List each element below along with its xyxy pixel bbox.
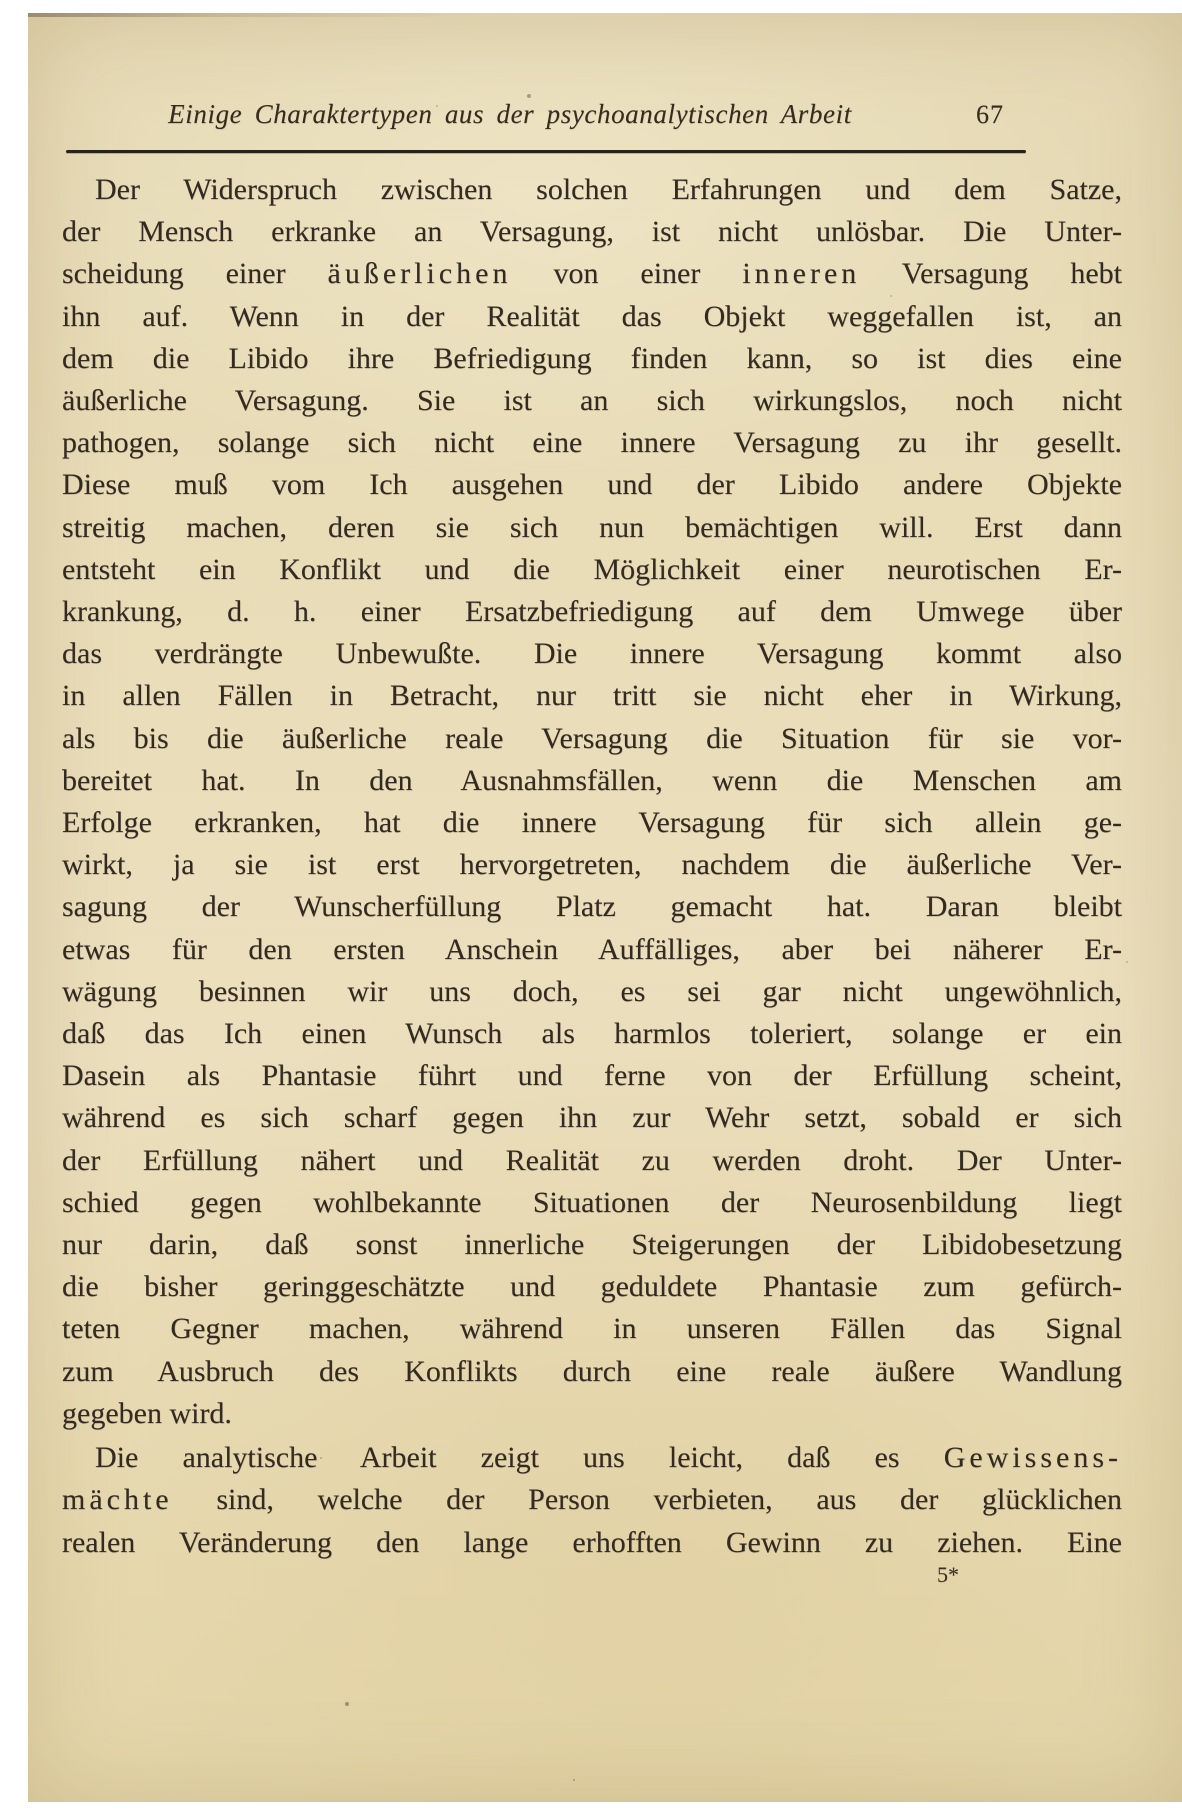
text-line: nur darin, daß sonst innerliche Steigerungen der Libidobesetzung [62, 1228, 1122, 1262]
text-line: sagung der Wunscherfüllung Platz gemacht hat. Daran bleibt [62, 890, 1122, 924]
text-line: gegeben wird. [62, 1396, 232, 1430]
text-line: als bis die äußerliche reale Versagung die Situation für sie vor- [62, 721, 1122, 755]
text-line: Diese muß vom Ich ausgehen und der Libido andere Objekte [62, 468, 1122, 502]
emphasized-word: äußerlichen [327, 257, 512, 291]
text-line: streitig machen, deren sie sich nun bemächtigen will. Erst dann [62, 510, 1122, 544]
emphasized-word: Gewissens- [943, 1441, 1122, 1475]
text-line: der Mensch erkranke an Versagung, ist nicht unlösbar. Die Unter- [62, 215, 1122, 249]
text-line: pathogen, solange sich nicht eine innere Versagung zu ihr gesellt. [62, 426, 1122, 460]
header-rule [66, 150, 1026, 153]
page-number: 67 [976, 100, 1004, 129]
text-line: entsteht ein Konflikt und die Möglichkeit einer neurotischen Er- [62, 552, 1122, 586]
text-line: Erfolge erkranken, hat die innere Versagung für sich allein ge- [62, 806, 1122, 840]
text-line: bereitet hat. In den Ausnahmsfällen, wenn die Menschen am [62, 763, 1122, 797]
running-head [62, 99, 1122, 141]
text-line: etwas für den ersten Anschein Auffälliges, aber bei näherer Er- [62, 932, 1122, 966]
text-line: krankung, d. h. einer Ersatzbefriedigung auf dem Umwege über [62, 595, 1122, 629]
text-line: Dasein als Phantasie führt und ferne von der Erfüllung scheint, [62, 1059, 1122, 1093]
text-line: Der Widerspruch zwischen solchen Erfahrungen und dem Satze, [95, 173, 1122, 206]
text-line: Die analytische Arbeit zeigt uns leicht, daß es Gewissens- [95, 1441, 1122, 1475]
emphasized-word: mächte [62, 1483, 173, 1517]
text-line: wirkt, ja sie ist erst hervorgetreten, nachdem die äußerliche Ver- [62, 848, 1122, 882]
emphasized-word: inneren [742, 257, 861, 291]
paragraph [62, 1437, 1122, 1564]
text-line: teten Gegner machen, während in unseren Fällen das Signal [62, 1312, 1122, 1346]
text-line: mächte sind, welche der Person verbieten, aus der glücklichen [62, 1483, 1122, 1517]
text-line: das verdrängte Unbewußte. Die innere Versagung kommt also [62, 637, 1122, 671]
text-line: die bisher geringgeschätzte und geduldete Phantasie zum gefürch- [62, 1270, 1122, 1304]
scan-edge-smudge [28, 13, 468, 17]
signature-mark: 5* [937, 1562, 959, 1587]
text-line: ihn auf. Wenn in der Realität das Objekt weggefallen ist, an [62, 299, 1122, 333]
text-line: realen Veränderung den lange erhofften Gewinn zu ziehen. Eine [62, 1525, 1122, 1559]
text-line: in allen Fällen in Betracht, nur tritt sie nicht eher in Wirkung, [62, 679, 1122, 713]
text-line: wägung besinnen wir uns doch, es sei gar nicht ungewöhnlich, [62, 974, 1122, 1008]
body-text [62, 169, 1122, 1564]
text-line: schied gegen wohlbekannte Situationen der Neurosenbildung liegt [62, 1185, 1122, 1219]
text-line: scheidung einer äußerlichen von einer inneren Versagung hebt [62, 257, 1122, 291]
page-scan [28, 13, 1182, 1802]
text-line: dem die Libido ihre Befriedigung finden kann, so ist dies eine [62, 341, 1122, 375]
text-line: während es sich scharf gegen ihn zur Wehr setzt, sobald er sich [62, 1101, 1122, 1135]
running-title: Einige Charaktertypen aus der psychoanalytischen Arbeit [168, 99, 852, 129]
text-line: zum Ausbruch des Konflikts durch eine reale äußere Wandlung [62, 1354, 1122, 1388]
text-line: daß das Ich einen Wunsch als harmlos toleriert, solange er ein [62, 1017, 1122, 1051]
text-line: äußerliche Versagung. Sie ist an sich wirkungslos, noch nicht [62, 384, 1122, 418]
paragraph [62, 169, 1122, 1435]
text-line: der Erfüllung nähert und Realität zu werden droht. Der Unter- [62, 1143, 1122, 1177]
